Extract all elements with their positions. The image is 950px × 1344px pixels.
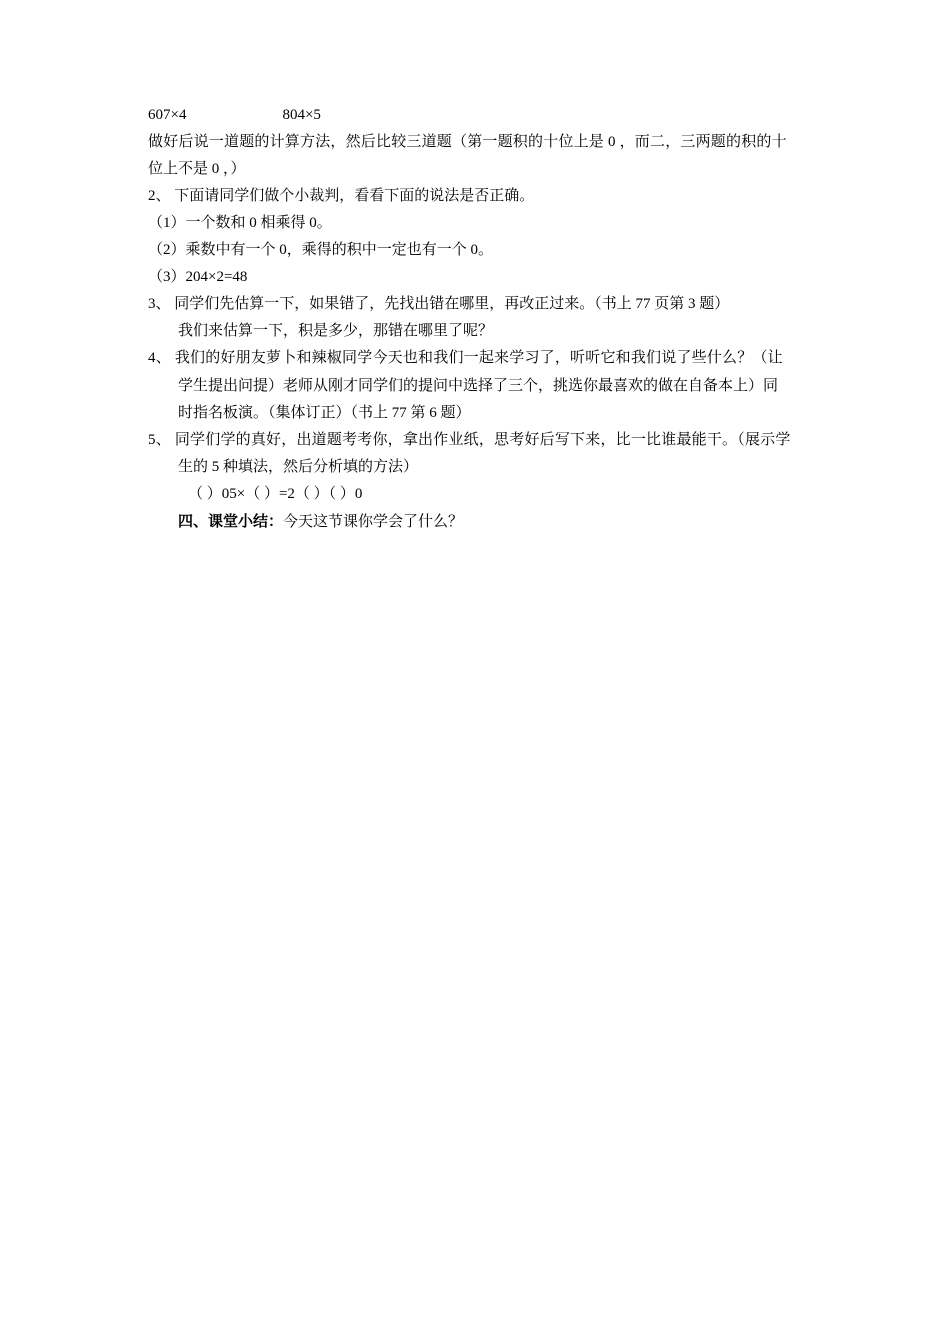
numbered-item-3: 3、 同学们先估算一下，如果错了，先找出错在哪里，再改正过来。（书上 77 页第 3 题） <box>148 296 730 312</box>
paragraph-line: 生的 5 种填法，然后分析填的方法） <box>178 459 419 475</box>
numbered-item-2: 2、 下面请同学们做个小裁判，看看下面的说法是否正确。 <box>148 188 535 204</box>
exercise-607x4: 607×4 <box>148 107 187 123</box>
sub-item-2: （2）乘数中有一个 0，乘得的积中一定也有一个 0。 <box>148 242 494 258</box>
paragraph-line: 做好后说一道题的计算方法，然后比较三道题（第一题积的十位上是 0 ，而二，三两题的积的十 <box>148 134 787 150</box>
paragraph-line: 时指名板演。（集体订正）（书上 77 第 6 题） <box>178 405 471 421</box>
numbered-item-4: 4、 我们的好朋友萝卜和辣椒同学今天也和我们一起来学习了，听听它和我们说了些什么？（让 <box>148 350 783 366</box>
section-text: 今天这节课你学会了什么？ <box>283 514 464 530</box>
numbered-item-5: 5、 同学们学的真好，出道题考考你，拿出作业纸，思考好后写下来，比一比谁最能干。（展示学 <box>148 432 791 448</box>
section-summary <box>178 512 463 532</box>
paragraph-line: 我们来估算一下，积是多少，那错在哪里了呢？ <box>178 323 494 339</box>
sub-item-3: （3）204×2=48 <box>148 269 248 285</box>
paragraph-line: 位上不是 0 ，） <box>148 161 246 177</box>
paragraph-line: 学生提出问提）老师从刚才同学们的提问中选择了三个，挑选你最喜欢的做在自备本上）同 <box>178 378 779 394</box>
section-heading: 四、课堂小结： <box>178 514 284 530</box>
sub-item-1: （1）一个数和 0 相乘得 0。 <box>148 215 332 231</box>
fill-in-exercise: （ ）05×（ ）=2（ ）（ ）0 <box>188 486 363 502</box>
exercise-line <box>148 105 321 125</box>
exercise-804x5: 804×5 <box>282 107 321 123</box>
